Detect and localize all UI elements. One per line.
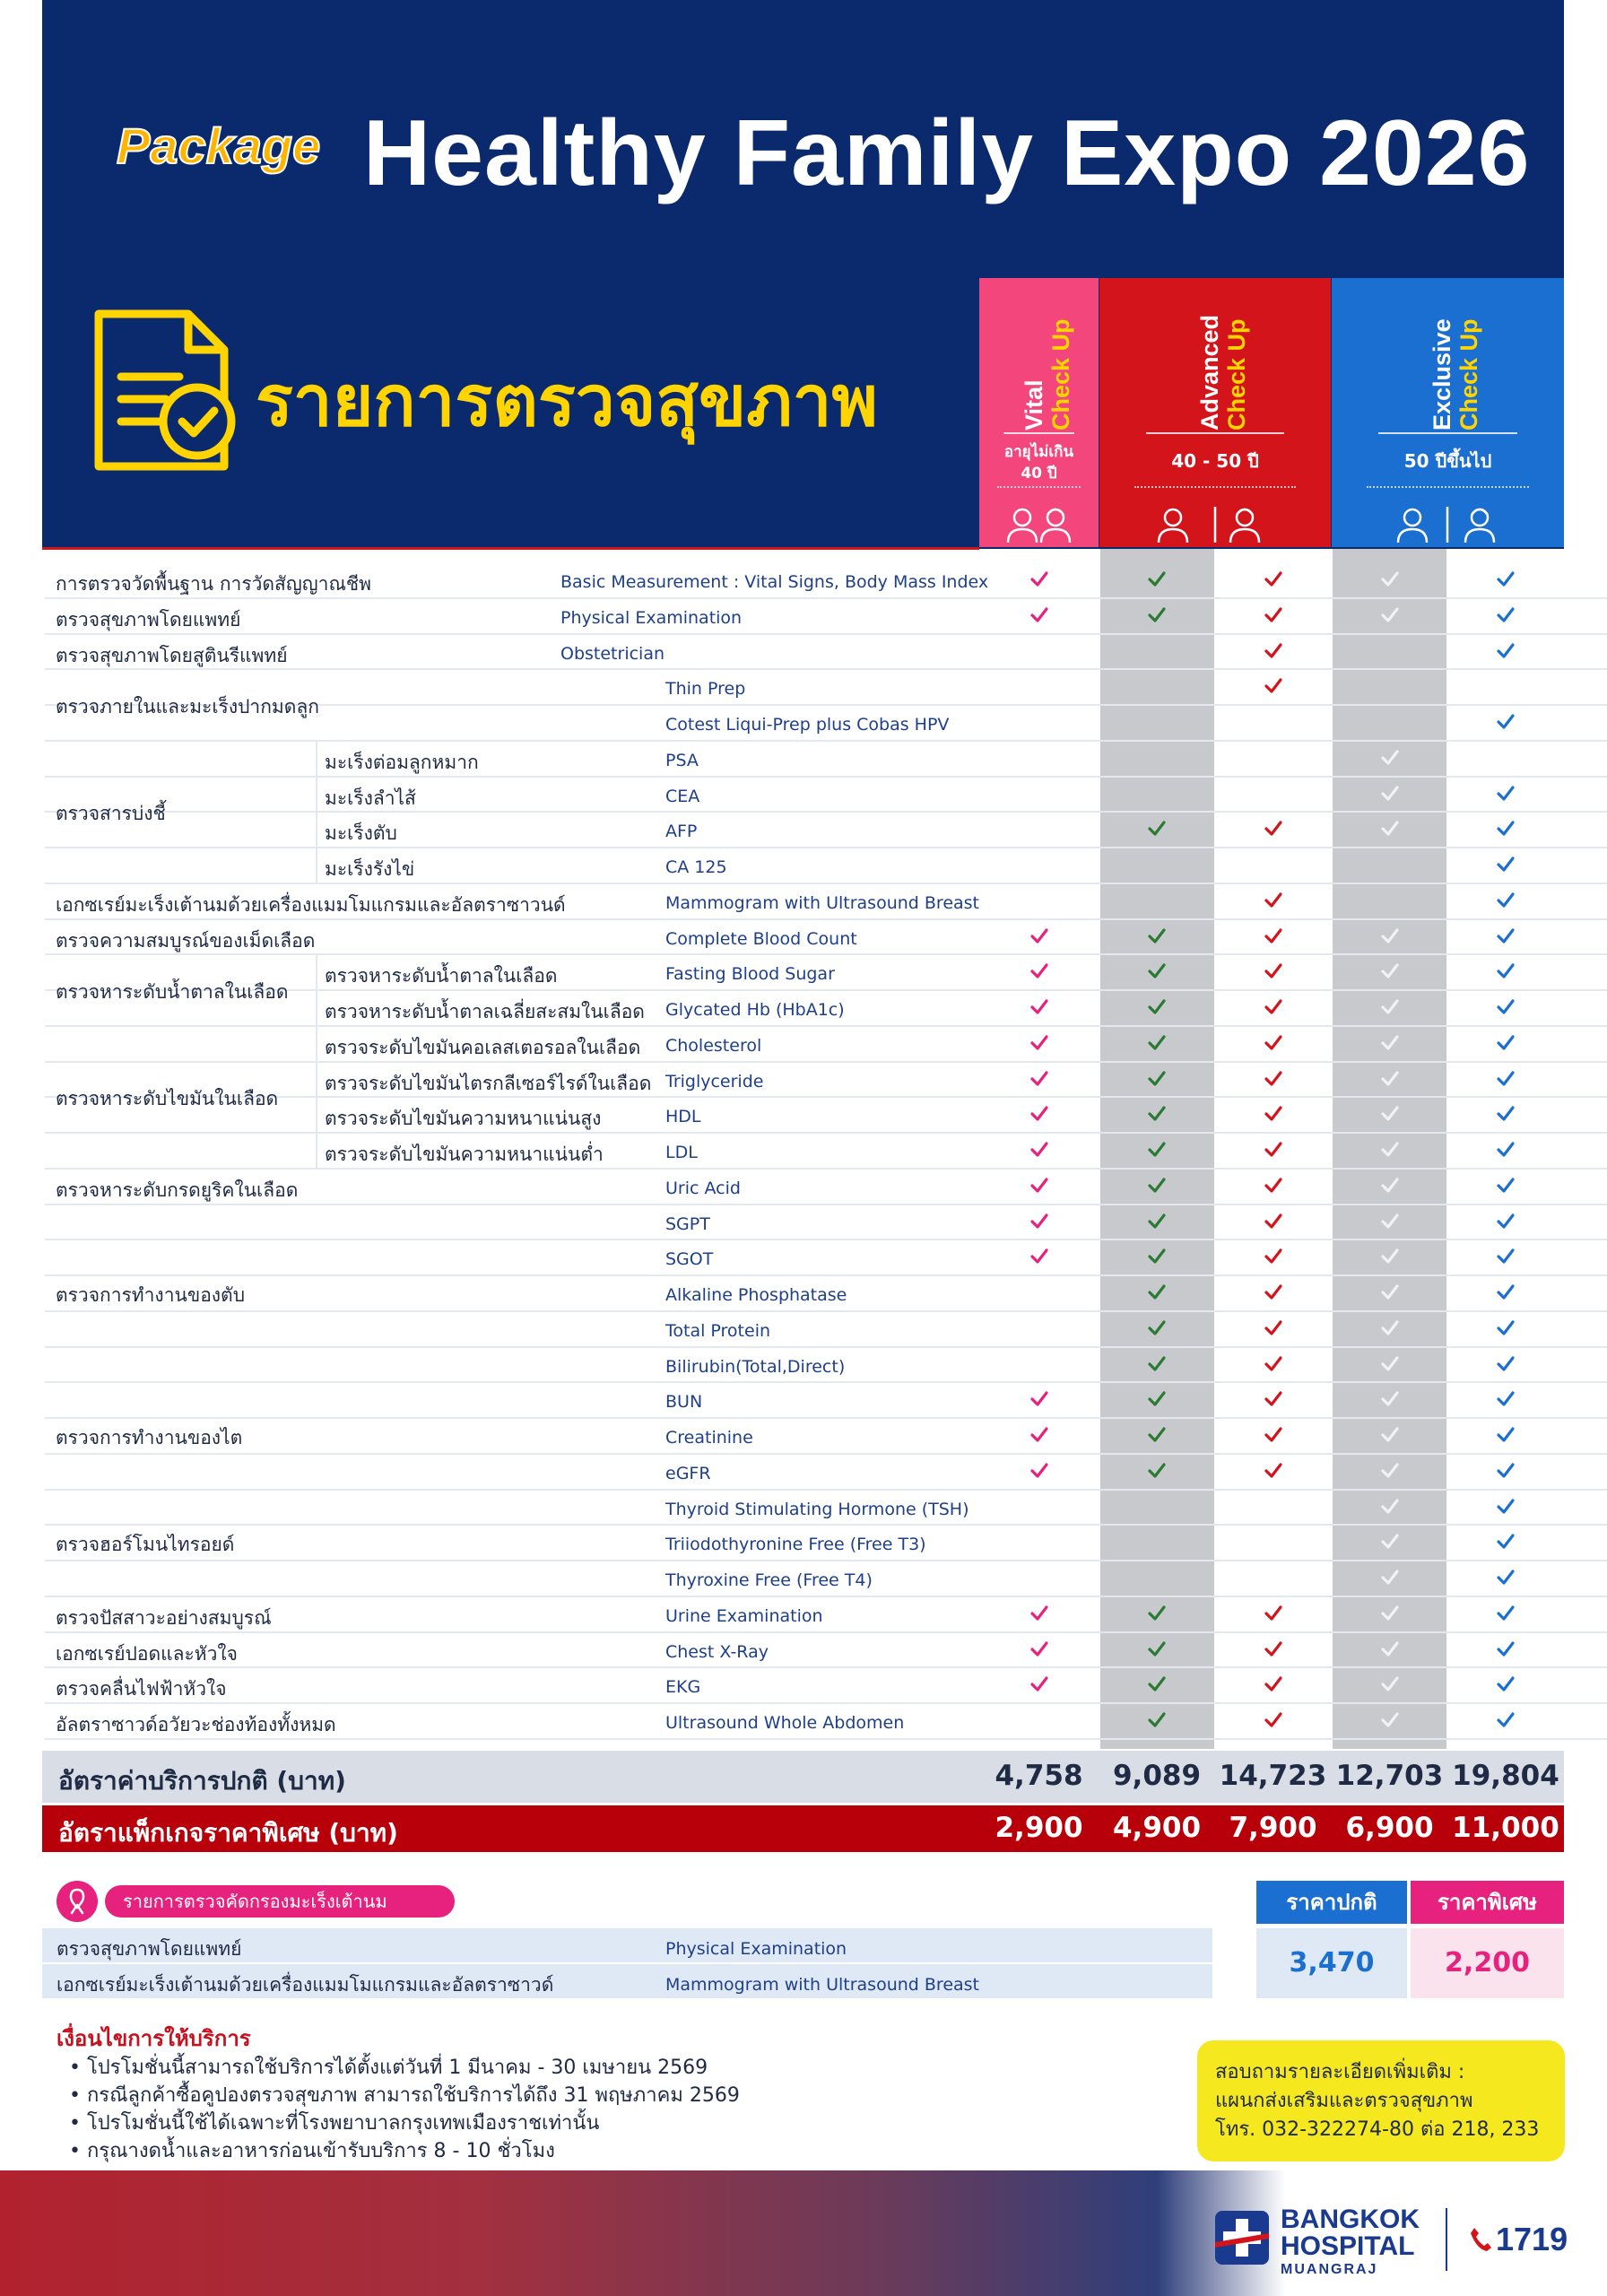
check-icon bbox=[1381, 928, 1399, 944]
test-group-label: ตรวจคลื่นไฟฟ้าหัวใจ bbox=[56, 1678, 227, 1700]
check-icon bbox=[1264, 1248, 1282, 1265]
regular-price-value: 19,804 bbox=[1452, 1760, 1559, 1792]
test-group-label: การตรวจวัดพื้นฐาน การวัดสัญญาณชีพ bbox=[56, 573, 372, 595]
breast-screening-section bbox=[42, 1870, 1564, 2022]
special-price-value: 7,900 bbox=[1229, 1812, 1317, 1844]
check-icon bbox=[1148, 1320, 1166, 1336]
check-icon bbox=[1264, 1641, 1282, 1657]
table-row bbox=[0, 1239, 1607, 1275]
test-group-label: ตรวจปัสสาวะอย่างสมบูรณ์ bbox=[56, 1606, 272, 1629]
test-group-label: ตรวจฮอร์โมนไทรอยด์ bbox=[56, 1534, 235, 1556]
check-icon bbox=[1264, 678, 1282, 694]
check-icon bbox=[1264, 1213, 1282, 1230]
check-icon bbox=[1148, 999, 1166, 1015]
check-icon bbox=[1381, 999, 1399, 1015]
table-row bbox=[0, 1596, 1607, 1632]
check-icon bbox=[1030, 1427, 1048, 1443]
package-name-line1: Vital bbox=[1021, 379, 1047, 430]
table-row bbox=[42, 1928, 1212, 1962]
special-price-header: ราคาพิเศษ bbox=[1411, 1881, 1564, 1924]
condition-item: • กรณีลูกค้าซื้อคูปองตรวจสุขภาพ สามารถใช้บริการได้ถึง 31 พฤษภาคม 2569 bbox=[69, 2084, 740, 2107]
check-icon bbox=[1381, 1248, 1399, 1265]
check-icon bbox=[1381, 1106, 1399, 1122]
page-title: Healthy Family Expo 2026 bbox=[363, 101, 1531, 205]
logo-line: MUANGRAJ bbox=[1281, 2262, 1378, 2277]
check-icon bbox=[1264, 1463, 1282, 1479]
check-icon bbox=[1381, 1178, 1399, 1194]
test-name-en: SGPT bbox=[665, 1213, 710, 1234]
table-row bbox=[0, 777, 1607, 813]
table-row bbox=[0, 1525, 1607, 1561]
check-icon bbox=[1030, 1391, 1048, 1407]
check-icon bbox=[1264, 892, 1282, 909]
table-row bbox=[42, 1964, 1212, 1998]
check-icon bbox=[1381, 1284, 1399, 1300]
check-icon bbox=[1264, 1427, 1282, 1443]
regular-price-header: ราคาปกติ bbox=[1256, 1881, 1407, 1924]
test-name-en: Obstetrician bbox=[560, 643, 665, 664]
check-icon bbox=[1148, 1391, 1166, 1407]
group-divider bbox=[316, 741, 317, 883]
check-icon bbox=[1497, 1641, 1515, 1657]
table-row bbox=[0, 1382, 1607, 1418]
test-name-en: Basic Measurement : Vital Signs, Body Mass Index bbox=[560, 572, 989, 592]
test-group-label: ตรวจความสมบูรณ์ของเม็ดเลือด bbox=[56, 929, 316, 952]
test-group-label: ตรวจสารบ่งชี้ bbox=[56, 803, 166, 825]
check-icon bbox=[1264, 1284, 1282, 1300]
check-icon bbox=[1030, 1178, 1048, 1194]
check-icon bbox=[1148, 1248, 1166, 1265]
test-name-en: Creatinine bbox=[665, 1428, 753, 1448]
check-icon bbox=[1497, 643, 1515, 659]
check-icon bbox=[1148, 607, 1166, 623]
check-icon bbox=[1030, 1142, 1048, 1158]
check-icon bbox=[1381, 750, 1399, 766]
check-icon bbox=[1497, 571, 1515, 587]
table-row bbox=[0, 812, 1607, 848]
test-subgroup-label: มะเร็งตับ bbox=[325, 822, 397, 845]
test-name-en: SGOT bbox=[665, 1249, 714, 1270]
check-icon bbox=[1030, 1463, 1048, 1479]
table-row bbox=[0, 634, 1607, 670]
test-name-en: Total Protein bbox=[665, 1320, 771, 1341]
check-icon bbox=[1264, 1356, 1282, 1372]
table-row bbox=[0, 1561, 1607, 1596]
check-icon bbox=[1497, 1284, 1515, 1300]
condition-item: • โปรโมชั่นนี้ใช้ได้เฉพาะที่โรงพยาบาลกรุงเทพเมืองราชเท่านั้น bbox=[69, 2112, 600, 2135]
check-icon bbox=[1030, 1676, 1048, 1692]
test-name-en: Uric Acid bbox=[665, 1178, 741, 1198]
check-icon bbox=[1497, 1356, 1515, 1372]
test-group-label: เอกซเรย์มะเร็งเต้านมด้วยเครื่องแมมโมแกรมและอัลตราซาวนด์ bbox=[56, 893, 566, 916]
check-icon bbox=[1030, 1248, 1048, 1265]
test-name-en: Physical Examination bbox=[560, 607, 743, 628]
check-icon bbox=[1497, 1676, 1515, 1692]
test-name-en: Chest X-Ray bbox=[665, 1641, 769, 1662]
check-icon bbox=[1264, 928, 1282, 944]
test-group-label: ตรวจหาระดับน้ำตาลในเลือด bbox=[56, 981, 289, 1003]
package-name-line2: Check Up bbox=[1047, 318, 1074, 430]
check-icon bbox=[1497, 1071, 1515, 1087]
test-name-en: Mammogram with Ultrasound Breast bbox=[665, 892, 979, 913]
table-row bbox=[0, 1169, 1607, 1205]
group-divider bbox=[316, 954, 317, 1026]
check-icon bbox=[1030, 1213, 1048, 1230]
check-icon bbox=[1497, 1035, 1515, 1051]
test-subgroup-label: ตรวจระดับไขมันความหนาแน่นต่ำ bbox=[325, 1144, 604, 1165]
contact-line: แผนกส่งเสริมและตรวจสุขภาพ bbox=[1215, 2090, 1473, 2112]
package-badge: Package bbox=[117, 117, 321, 174]
contact-phone[interactable]: โทร. 032-322274-80 ต่อ 218, 233 bbox=[1215, 2118, 1540, 2141]
test-subgroup-label: ตรวจระดับไขมันไตรกลีเซอร์ไรด์ในเลือด bbox=[325, 1072, 652, 1094]
test-name-en: Thin Prep bbox=[665, 679, 746, 700]
test-name-en: Fasting Blood Sugar bbox=[665, 964, 835, 985]
test-name-en: PSA bbox=[665, 750, 699, 770]
check-icon bbox=[1497, 786, 1515, 802]
special-price-value: 2,900 bbox=[995, 1812, 1083, 1844]
check-icon bbox=[1381, 963, 1399, 979]
check-icon bbox=[1381, 1463, 1399, 1479]
test-group-label: ตรวจการทำงานของไต bbox=[56, 1426, 243, 1448]
regular-price-label: อัตราค่าบริการปกติ (บาท) bbox=[58, 1766, 346, 1796]
check-icon bbox=[1497, 1320, 1515, 1336]
check-icon bbox=[1497, 963, 1515, 979]
check-icon bbox=[1264, 1178, 1282, 1194]
package-age: 40 - 50 ปี bbox=[1171, 450, 1259, 472]
test-group-label: ตรวจภายในและมะเร็งปากมดลูก bbox=[56, 696, 319, 718]
table-row bbox=[0, 741, 1607, 777]
test-name-en: Thyroxine Free (Free T4) bbox=[665, 1570, 873, 1590]
check-icon bbox=[1030, 1641, 1048, 1657]
check-icon bbox=[1148, 1676, 1166, 1692]
check-icon bbox=[1030, 999, 1048, 1015]
check-icon bbox=[1264, 1320, 1282, 1336]
check-icon bbox=[1381, 1641, 1399, 1657]
test-subgroup-label: มะเร็งรังไข่ bbox=[325, 858, 415, 880]
test-name-en: eGFR bbox=[665, 1463, 711, 1483]
table-row bbox=[0, 919, 1607, 955]
check-icon bbox=[1497, 1248, 1515, 1265]
check-icon bbox=[1264, 1676, 1282, 1692]
check-icon bbox=[1264, 1071, 1282, 1087]
contact-text bbox=[1215, 2058, 1539, 2144]
check-icon bbox=[1148, 928, 1166, 944]
check-icon bbox=[1264, 999, 1282, 1015]
check-icon bbox=[1381, 1534, 1399, 1550]
table-row bbox=[0, 1205, 1607, 1240]
check-icon bbox=[1497, 1463, 1515, 1479]
test-name-en: CA 125 bbox=[665, 857, 727, 877]
footer bbox=[0, 2170, 1607, 2296]
test-name-en: Urine Examination bbox=[665, 1605, 823, 1626]
check-icon bbox=[1497, 892, 1515, 909]
package-name-line2: Check Up bbox=[1455, 318, 1482, 430]
check-icon bbox=[1148, 1284, 1166, 1300]
test-group-label: ตรวจสุขภาพโดยสูตินรีแพทย์ bbox=[56, 644, 288, 666]
check-icon bbox=[1497, 1499, 1515, 1515]
table-row bbox=[0, 562, 1607, 598]
check-icon bbox=[1381, 786, 1399, 802]
package-name-line1: Exclusive bbox=[1429, 318, 1455, 430]
test-name-en: LDL bbox=[665, 1143, 698, 1162]
check-icon bbox=[1030, 607, 1048, 623]
test-name-en: Physical Examination bbox=[665, 1939, 847, 1959]
table-row bbox=[0, 848, 1607, 883]
test-subgroup-label: ตรวจระดับไขมันคอเลสเตอรอลในเลือด bbox=[325, 1036, 641, 1058]
hotline-number[interactable]: 1719 bbox=[1496, 2221, 1568, 2257]
test-name-en: CEA bbox=[665, 786, 700, 806]
regular-price-value: 4,758 bbox=[995, 1760, 1083, 1792]
check-icon bbox=[1497, 1391, 1515, 1407]
table-row bbox=[0, 1133, 1607, 1169]
check-icon bbox=[1497, 1534, 1515, 1550]
check-icon bbox=[1148, 1641, 1166, 1657]
check-icon bbox=[1264, 1106, 1282, 1122]
package-age: 50 ปีขึ้นไป bbox=[1403, 450, 1492, 472]
condition-item: • กรุณางดน้ำและอาหารก่อนเข้ารับบริการ 8 - 10 ชั่วโมง bbox=[69, 2140, 555, 2162]
table-row bbox=[0, 1026, 1607, 1062]
test-subgroup-label: ตรวจหาระดับน้ำตาลในเลือด bbox=[325, 965, 558, 987]
test-name-en: Alkaline Phosphatase bbox=[665, 1285, 847, 1305]
test-name-en: Complete Blood Count bbox=[665, 928, 857, 949]
check-icon bbox=[1264, 1605, 1282, 1622]
divider bbox=[1446, 2208, 1447, 2271]
package-age: อายุไม่เกิน 40 ปี bbox=[1003, 443, 1074, 483]
check-icon bbox=[1148, 571, 1166, 587]
conditions-list bbox=[69, 2054, 740, 2165]
check-icon bbox=[1030, 1035, 1048, 1051]
check-icon bbox=[1381, 821, 1399, 837]
test-name-en: AFP bbox=[665, 822, 698, 842]
check-icon bbox=[1381, 1391, 1399, 1407]
check-icon bbox=[1497, 1213, 1515, 1230]
regular-price-value: 9,089 bbox=[1112, 1760, 1202, 1792]
check-icon bbox=[1148, 1178, 1166, 1194]
special-price-value: 4,900 bbox=[1112, 1812, 1202, 1844]
check-icon bbox=[1381, 571, 1399, 587]
check-icon bbox=[1030, 1106, 1048, 1122]
table-row bbox=[0, 1311, 1607, 1347]
special-price-label: อัตราแพ็กเกจราคาพิเศษ (บาท) bbox=[58, 1818, 398, 1848]
check-icon bbox=[1264, 1712, 1282, 1728]
check-icon bbox=[1148, 963, 1166, 979]
check-icon bbox=[1497, 1142, 1515, 1158]
check-icon bbox=[1030, 1605, 1048, 1622]
group-divider bbox=[316, 1026, 317, 1169]
check-icon bbox=[1030, 928, 1048, 944]
breast-regular-price: 3,470 bbox=[1256, 1928, 1407, 1998]
check-icon bbox=[1497, 1106, 1515, 1122]
check-icon bbox=[1381, 1570, 1399, 1586]
test-group-label: อัลตราซาวด์อวัยวะช่องท้องทั้งหมด bbox=[56, 1714, 336, 1735]
check-icon bbox=[1497, 1712, 1515, 1728]
test-group-label: ตรวจการทำงานของตับ bbox=[56, 1283, 246, 1306]
check-icon bbox=[1497, 857, 1515, 873]
check-icon bbox=[1381, 1427, 1399, 1443]
check-icon bbox=[1497, 821, 1515, 837]
check-icon bbox=[1497, 714, 1515, 730]
section-title: รายการตรวจสุขภาพ bbox=[256, 361, 878, 442]
test-group-label: เอกซเรย์ปอดและหัวใจ bbox=[56, 1642, 238, 1665]
special-price-value: 11,000 bbox=[1452, 1812, 1559, 1844]
test-name-en: Ultrasound Whole Abdomen bbox=[665, 1713, 905, 1733]
check-icon bbox=[1381, 1356, 1399, 1372]
check-icon bbox=[1148, 1356, 1166, 1372]
test-name-en: Triiodothyronine Free (Free T3) bbox=[665, 1535, 926, 1555]
special-price-value: 6,900 bbox=[1345, 1812, 1434, 1844]
check-icon bbox=[1148, 1463, 1166, 1479]
check-icon bbox=[1264, 571, 1282, 587]
contact-line: สอบถามรายละเอียดเพิ่มเติม : bbox=[1215, 2061, 1465, 2083]
table-row bbox=[0, 1667, 1607, 1703]
test-group-label: ตรวจสุขภาพโดยแพทย์ bbox=[56, 608, 241, 631]
hospital-logo-icon bbox=[1211, 2206, 1273, 2269]
check-icon bbox=[1381, 1142, 1399, 1158]
check-icon bbox=[1381, 1605, 1399, 1622]
test-subgroup-label: มะเร็งลำไส้ bbox=[325, 787, 416, 809]
check-icon bbox=[1264, 1035, 1282, 1051]
divider bbox=[42, 547, 979, 550]
contact-box bbox=[1197, 2040, 1565, 2161]
ribbon-icon bbox=[56, 1881, 98, 1922]
check-icon bbox=[1148, 1142, 1166, 1158]
check-icon bbox=[1148, 1071, 1166, 1087]
test-subgroup-label: ตรวจหาระดับน้ำตาลเฉลี่ยสะสมในเลือด bbox=[325, 1001, 645, 1022]
check-icon bbox=[1497, 928, 1515, 944]
test-name-en: Thyroid Stimulating Hormone (TSH) bbox=[665, 1499, 969, 1519]
check-icon bbox=[1148, 1605, 1166, 1622]
check-icon bbox=[1148, 1035, 1166, 1051]
check-icon bbox=[1497, 1570, 1515, 1586]
check-icon bbox=[1381, 1213, 1399, 1230]
check-icon bbox=[1497, 999, 1515, 1015]
check-icon bbox=[1264, 821, 1282, 837]
check-icon bbox=[1148, 1712, 1166, 1728]
table-row bbox=[0, 598, 1607, 634]
table-row bbox=[0, 1703, 1607, 1739]
check-icon bbox=[1148, 1213, 1166, 1230]
test-name-en: Cotest Liqui-Prep plus Cobas HPV bbox=[665, 715, 950, 735]
check-icon bbox=[1381, 1035, 1399, 1051]
test-name-en: Bilirubin(Total,Direct) bbox=[665, 1356, 846, 1377]
check-icon bbox=[1264, 643, 1282, 659]
check-icon bbox=[1497, 607, 1515, 623]
check-icon bbox=[1264, 607, 1282, 623]
check-icon bbox=[1030, 571, 1048, 587]
check-icon bbox=[1497, 1605, 1515, 1622]
test-name-en: HDL bbox=[665, 1107, 701, 1127]
check-icon bbox=[1381, 1676, 1399, 1692]
regular-price-value: 14,723 bbox=[1219, 1760, 1327, 1792]
test-name-en: Cholesterol bbox=[665, 1035, 762, 1056]
test-name-en: Triglyceride bbox=[665, 1071, 764, 1091]
test-group-label: ตรวจหาระดับกรดยูริคในเลือด bbox=[56, 1178, 299, 1201]
test-name-en: BUN bbox=[665, 1392, 703, 1413]
table-row bbox=[0, 1490, 1607, 1526]
table-row bbox=[0, 1632, 1607, 1668]
table-row bbox=[0, 883, 1607, 919]
logo-line: BANGKOK bbox=[1281, 2205, 1420, 2234]
check-icon bbox=[1381, 1712, 1399, 1728]
logo-line: HOSPITAL bbox=[1281, 2231, 1415, 2261]
condition-item: • โปรโมชั่นนี้สามารถใช้บริการได้ตั้งแต่วันที่ 1 มีนาคม - 30 เมษายน 2569 bbox=[69, 2057, 708, 2079]
test-name-en: EKG bbox=[665, 1677, 701, 1698]
breast-special-price: 2,200 bbox=[1411, 1928, 1564, 1998]
phone-icon bbox=[1469, 2226, 1492, 2253]
check-icon bbox=[1264, 1391, 1282, 1407]
check-icon bbox=[1148, 1106, 1166, 1122]
conditions-title: เงื่อนไขการให้บริการ bbox=[56, 2026, 251, 2051]
test-name-en: Mammogram with Ultrasound Breast bbox=[665, 1975, 979, 1995]
test-name-th: ตรวจสุขภาพโดยแพทย์ bbox=[56, 1938, 242, 1960]
package-name-line2: Check Up bbox=[1223, 318, 1250, 430]
package-name-line1: Advanced bbox=[1196, 314, 1223, 430]
test-name-en: Glycated Hb (HbA1c) bbox=[665, 1000, 845, 1020]
check-icon bbox=[1381, 1320, 1399, 1336]
check-icon bbox=[1497, 1427, 1515, 1443]
check-icon bbox=[1148, 1427, 1166, 1443]
test-group-label: ตรวจหาระดับไขมันในเลือด bbox=[56, 1088, 279, 1110]
check-icon bbox=[1381, 607, 1399, 623]
test-name-th: เอกซเรย์มะเร็งเต้านมด้วยเครื่องแมมโมแกรมและอัลตราซาวด์ bbox=[56, 1974, 554, 1996]
table-row bbox=[0, 1454, 1607, 1490]
check-icon bbox=[1264, 963, 1282, 979]
check-icon bbox=[1030, 1071, 1048, 1087]
check-icon bbox=[1381, 1071, 1399, 1087]
hospital-logo-text bbox=[1281, 2206, 1420, 2280]
check-icon bbox=[1148, 821, 1166, 837]
regular-price-value: 12,703 bbox=[1335, 1760, 1444, 1792]
table-row bbox=[0, 1347, 1607, 1383]
test-subgroup-label: มะเร็งต่อมลูกหมาก bbox=[325, 751, 479, 773]
breast-screening-badge: รายการตรวจคัดกรองมะเร็งเต้านม bbox=[105, 1885, 455, 1918]
test-subgroup-label: ตรวจระดับไขมันความหนาแน่นสูง bbox=[325, 1108, 602, 1130]
check-icon bbox=[1381, 1499, 1399, 1515]
check-icon bbox=[1497, 1178, 1515, 1194]
check-icon bbox=[1264, 1142, 1282, 1158]
check-icon bbox=[1030, 963, 1048, 979]
